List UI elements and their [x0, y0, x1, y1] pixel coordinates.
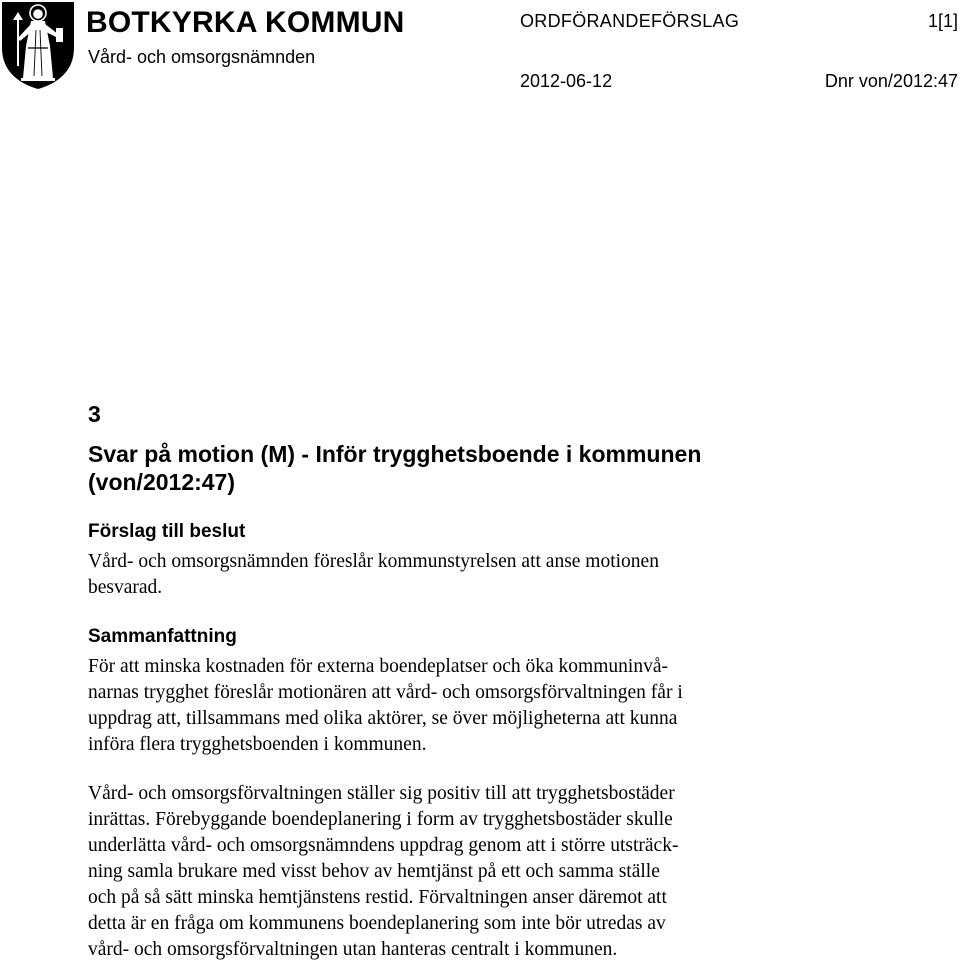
- document-reference: Dnr von/2012:47: [824, 71, 958, 91]
- text-line: ning samla brukare med visst behov av hemtjänst på ett och samma ställe: [88, 861, 660, 882]
- page-number: 1[1]: [927, 11, 958, 31]
- text-line: vård- och omsorgsförvaltningen utan hanteras centralt i kommunen.: [88, 939, 618, 960]
- text-line: besvarad.: [88, 577, 163, 598]
- summary-paragraph-2: [88, 781, 828, 963]
- decision-heading: Förslag till beslut: [88, 521, 246, 542]
- municipal-crest-icon: [0, 0, 76, 90]
- organization-name: BOTKYRKA KOMMUN: [86, 6, 405, 39]
- document-type: ORDFÖRANDEFÖRSLAG: [520, 11, 740, 31]
- title-line: Svar på motion (M) - Inför trygghetsboende i kommunen: [88, 441, 702, 467]
- text-line: Vård- och omsorgsförvaltningen ställer sig positiv till att trygghetsbostäder: [88, 783, 675, 804]
- text-line: För att minska kostnaden för externa boendeplatser och öka kommuninvå-: [88, 656, 668, 677]
- department-name: Vård- och omsorgsnämnden: [88, 47, 316, 67]
- text-line: införa flera trygghetsboenden i kommunen.: [88, 734, 427, 755]
- text-line: och på så sätt minska hemtjänstens restid. Förvaltningen anser däremot att: [88, 887, 667, 908]
- decision-paragraph: [88, 549, 828, 601]
- text-line: underlätta vård- och omsorgsnämndens uppdrag genom att i större utsträck-: [88, 835, 679, 856]
- text-line: uppdrag att, tillsammans med olika aktörer, se över möjligheterna att kunna: [88, 708, 678, 729]
- summary-paragraph-1: [88, 654, 828, 758]
- text-line: Vård- och omsorgsnämnden föreslår kommunstyrelsen att anse motionen: [88, 551, 659, 572]
- document-date: 2012-06-12: [520, 71, 613, 91]
- text-line: inrättas. Förebyggande boendeplanering i form av trygghetsbostäder skulle: [88, 809, 673, 830]
- item-number: 3: [88, 401, 101, 427]
- summary-heading: Sammanfattning: [88, 626, 237, 647]
- document-title: [88, 440, 828, 496]
- text-line: detta är en fråga om kommunens boendeplanering som inte bör utredas av: [88, 913, 666, 934]
- document-body: [88, 400, 828, 963]
- title-line: (von/2012:47): [88, 469, 236, 495]
- text-line: narnas trygghet föreslår motionären att vård- och omsorgsförvaltningen får i: [88, 682, 683, 703]
